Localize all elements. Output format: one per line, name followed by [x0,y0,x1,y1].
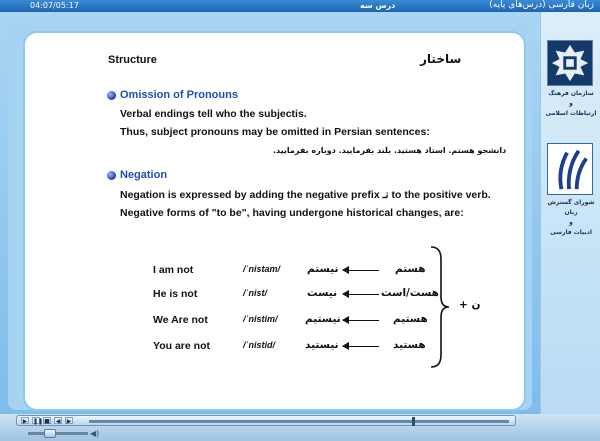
organization-logo-icon [547,40,593,86]
table-row-pos: هستیم [393,313,428,325]
table-row-neg: نیست [307,287,338,299]
table-row-ipa: /ˈnistim/ [243,314,278,324]
brace-icon [429,245,451,369]
arrow-left-icon [343,346,379,347]
org-line: ادبیات فارسی [550,229,592,236]
table-row-neg: نیستید [305,339,339,351]
omission-line-2: Thus, subject pronouns may be omitted in Persian sentences: [120,126,430,138]
table-row-en: I am not [153,264,194,276]
lesson-title: درس سه [360,1,396,10]
org-line: سازمان فرهنگ [548,90,594,97]
table-row-ipa: /ˈnist/ [243,288,267,298]
table-row-neg: نیستیم [305,313,341,325]
table-row-en: He is not [153,288,198,300]
omission-example: دانشجو هستم. استاد هستید. بلند بفرمایید. دوباره بفرمایید. [273,146,507,155]
table-row-ipa: /ˈnistam/ [243,264,281,274]
bullet-icon [107,171,116,180]
volume-thumb[interactable] [44,429,56,438]
speaker-icon[interactable]: ◀) [90,429,100,438]
lesson-content [23,31,526,411]
structure-heading-en: Structure [108,54,157,66]
playback-controls [16,415,516,426]
org-line: و [569,100,573,107]
forward-icon[interactable]: ▶ [66,418,72,425]
table-row-pos: هست/است [381,287,439,299]
table-row-pos: هستم [395,263,426,275]
table-row-neg: نیستم [307,263,339,275]
app-title: زبان فارسی (درس‌های پایه) [489,0,594,10]
rewind-icon[interactable]: ◀ [55,418,61,425]
council-logo-icon [547,143,593,195]
play-icon[interactable]: ▶ [22,418,28,425]
brace-label: ن + [459,299,481,311]
org-line: شورای گسترش زبان [547,199,595,216]
elapsed-time: 04:07/05:17 [30,1,79,10]
title-bar [0,0,600,12]
negation-heading: Negation [120,169,168,181]
media-player-bar [0,414,600,441]
table-row-ipa: /ˈnistid/ [243,340,275,350]
bullet-icon [107,91,116,100]
structure-heading-fa: ساختار [420,52,462,66]
arrow-left-icon [343,270,379,271]
table-row-pos: هستید [393,339,426,351]
sidebar [540,12,600,414]
pause-icon[interactable]: ❚❚ [33,418,44,425]
negation-line-2: Negative forms of "to be", having undergone historical changes, are: [120,207,464,219]
progress-thumb[interactable] [412,417,415,426]
omission-line-1: Verbal endings tell who the subjectis. [120,108,307,120]
stop-icon[interactable]: ■ [44,418,50,425]
org-line: ارتباطات اسلامی [545,110,597,117]
omission-heading: Omission of Pronouns [120,89,238,101]
negation-line-1: Negation is expressed by adding the negative prefix نـ to the positive verb. [120,189,491,201]
table-row-en: We Are not [153,314,208,326]
arrow-left-icon [343,294,379,295]
arrow-left-icon [343,320,379,321]
organization-name-1 [541,89,600,119]
org-line: و [569,219,573,226]
progress-track[interactable] [89,420,509,423]
volume-track[interactable] [28,432,88,435]
table-row-en: You are not [153,340,210,352]
organization-name-2 [541,198,600,238]
